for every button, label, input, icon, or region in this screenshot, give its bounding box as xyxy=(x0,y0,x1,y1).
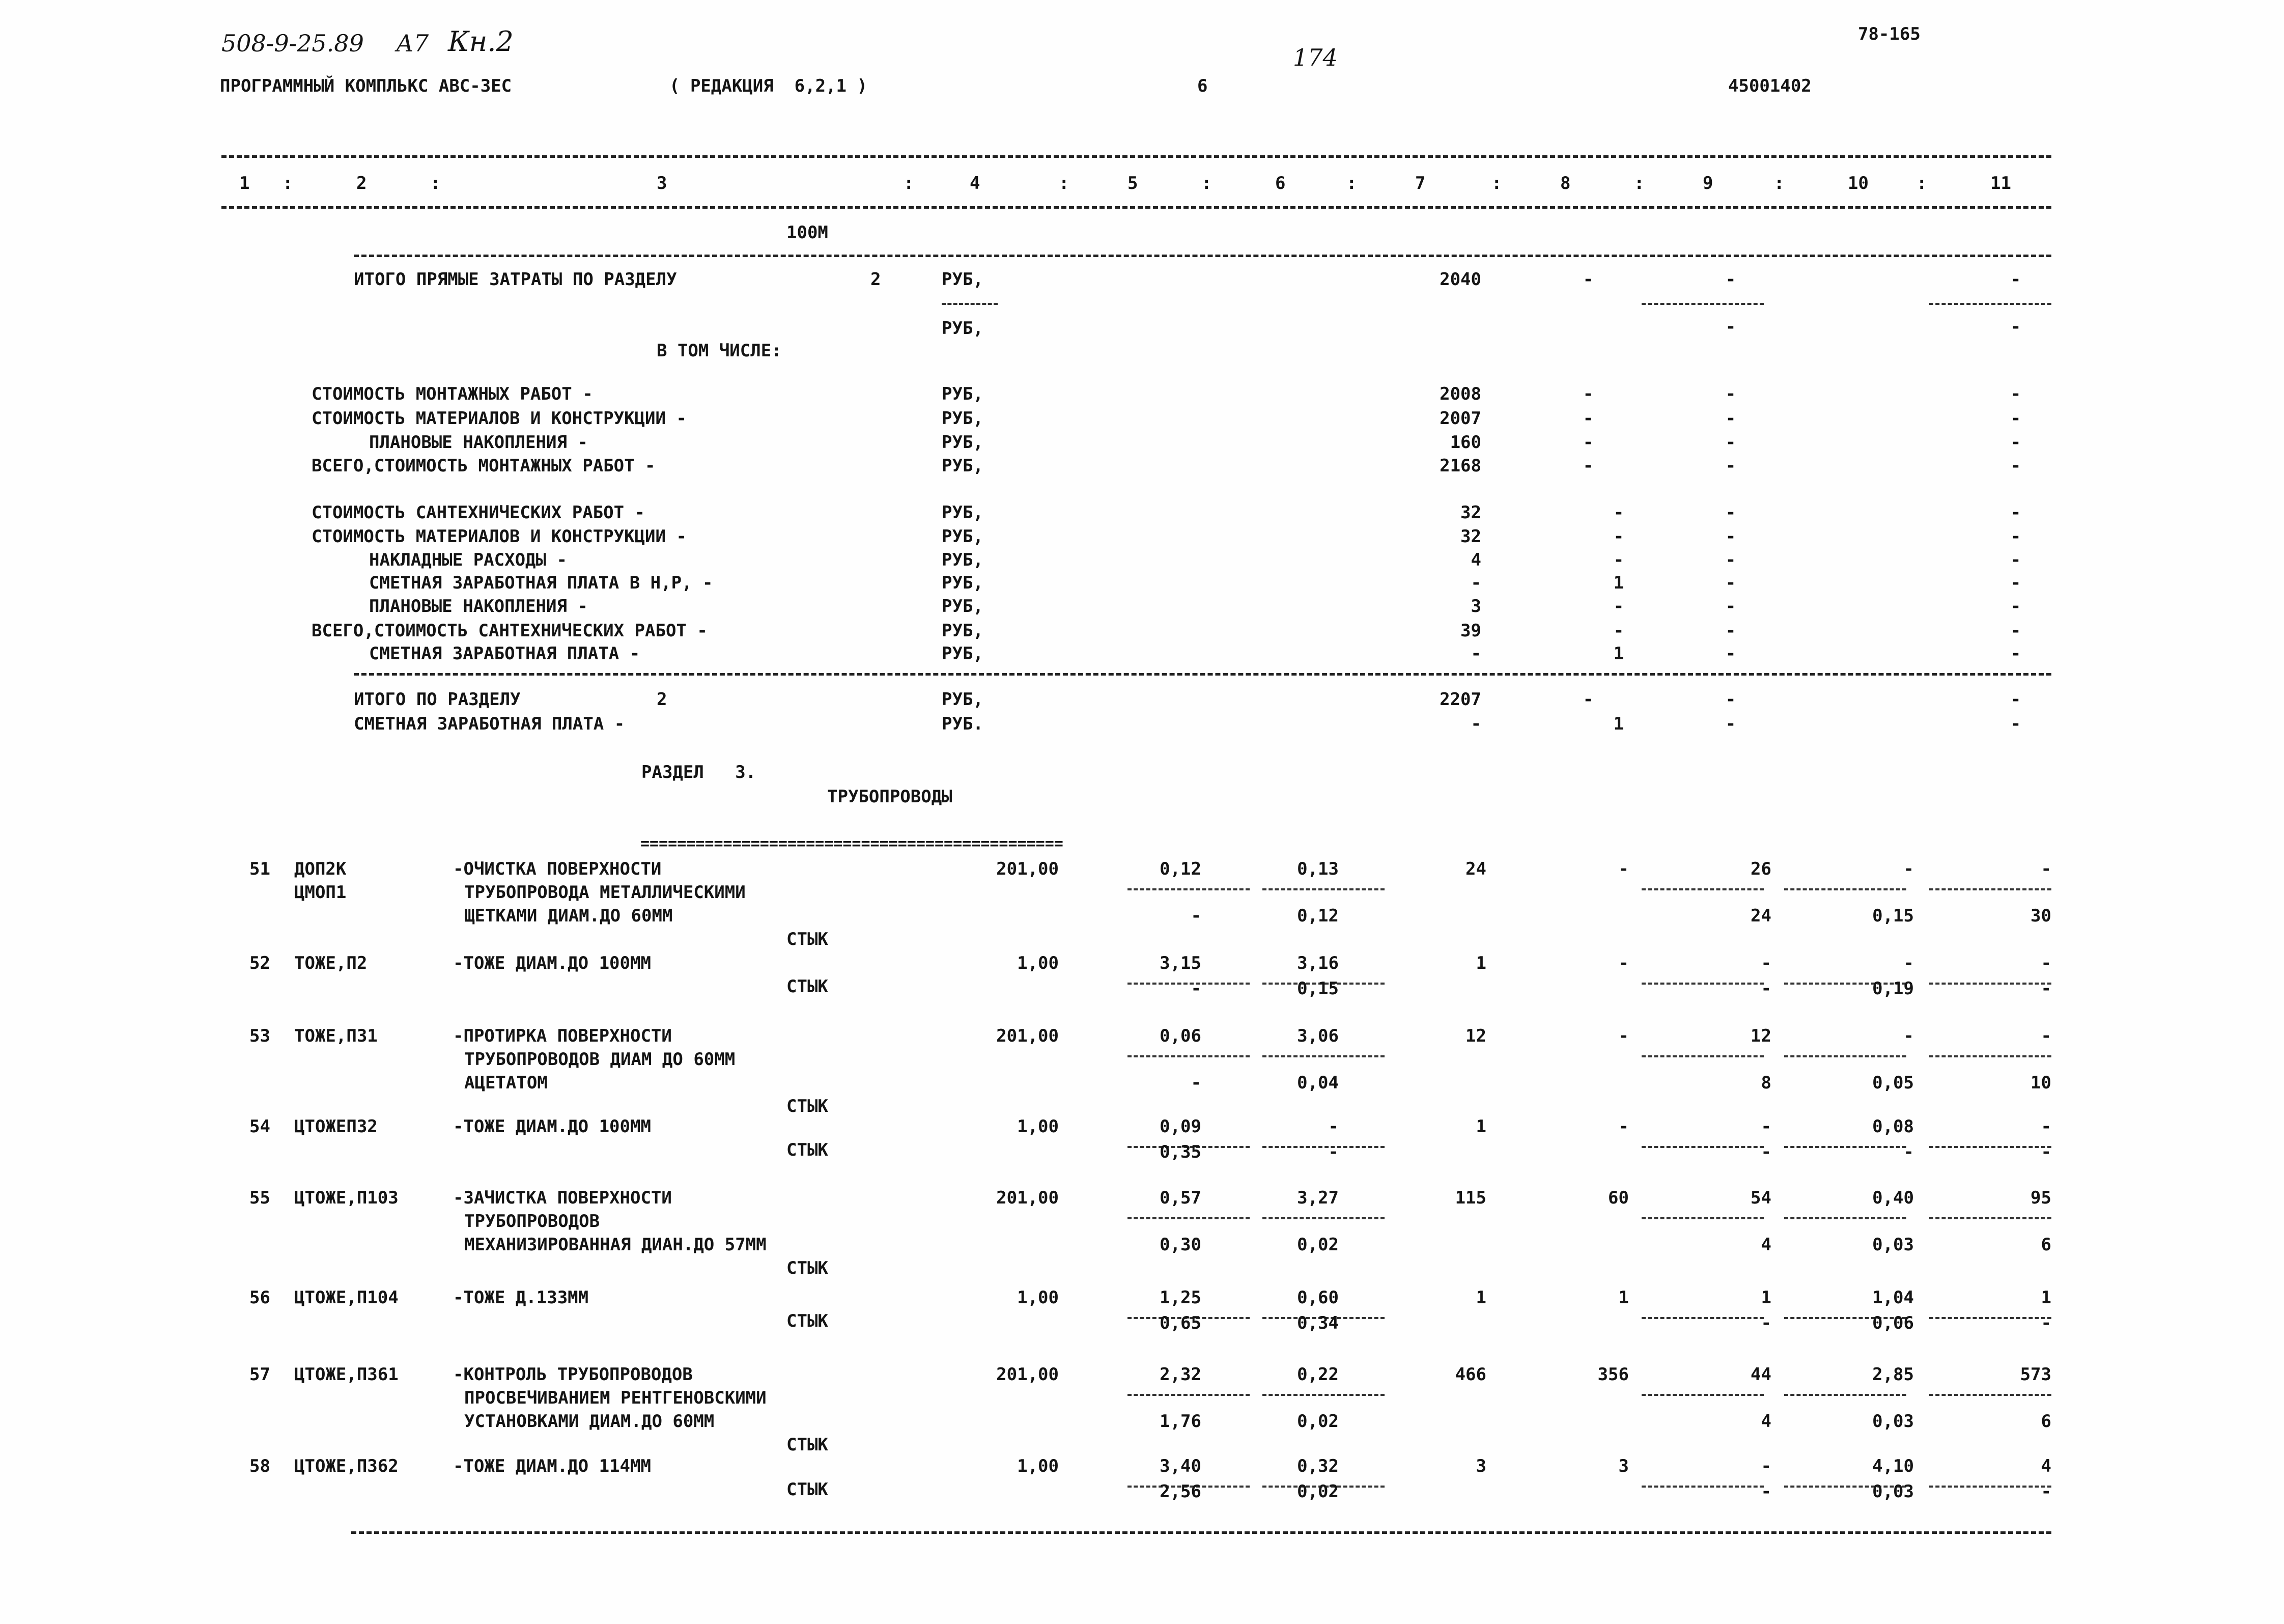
item-number: 57 xyxy=(249,1364,270,1385)
item-b10: 0,15 xyxy=(1872,906,1914,926)
item-b5: 0,30 xyxy=(1160,1235,1201,1255)
column-separator: : xyxy=(1916,173,1927,193)
row-label: СМЕТНАЯ ЗАРАБОТНАЯ ПЛАТА - xyxy=(369,643,640,664)
item-description: -ТОЖЕ ДИАМ.ДО 114ММ xyxy=(453,1456,651,1476)
row-label: СТОИМОСТЬ САНТЕХНИЧЕСКИХ РАБОТ - xyxy=(312,502,645,523)
handwritten-album: А7 xyxy=(396,30,429,57)
item-unit: СТЫК xyxy=(786,1096,828,1116)
item-b9: 24 xyxy=(1751,906,1771,926)
item-b11: 6 xyxy=(2041,1235,2051,1255)
item-description: -ОЧИСТКА ПОВЕРХНОСТИ xyxy=(453,859,662,879)
cell-rule xyxy=(1127,1394,1250,1396)
row-c8: 1 xyxy=(1613,573,1624,593)
item-c10: 4,10 xyxy=(1872,1456,1914,1476)
row-c8: - xyxy=(1613,502,1624,523)
row-c8: - xyxy=(1583,384,1594,404)
row-c9: - xyxy=(1725,456,1736,476)
item-b5: 1,76 xyxy=(1160,1411,1201,1432)
item-b10: - xyxy=(1903,1142,1914,1162)
item-number: 51 xyxy=(249,859,270,879)
c11-rule xyxy=(1929,303,2051,305)
total-c9: - xyxy=(1725,689,1736,710)
column-header-10: 10 xyxy=(1848,173,1869,193)
item-b9: - xyxy=(1761,1481,1771,1502)
item-c7: 12 xyxy=(1465,1026,1486,1046)
cell-rule xyxy=(1262,1055,1385,1057)
item-b11: - xyxy=(2041,1313,2051,1333)
item-code: ЦТОЖЕ,П103 xyxy=(294,1188,399,1208)
item-code: ДОП2К xyxy=(294,859,347,879)
cell-rule xyxy=(1262,888,1385,890)
item-c5: 0,57 xyxy=(1160,1188,1201,1208)
item-c4: 201,00 xyxy=(996,1026,1059,1046)
column-header-11: 11 xyxy=(1990,173,2011,193)
item-c9: - xyxy=(1761,1456,1771,1476)
row-unit: РУБ, xyxy=(942,643,983,664)
item-b5: 0,35 xyxy=(1160,1142,1201,1162)
cell-rule xyxy=(1929,1055,2051,1057)
item-code: ТОЖЕ,П2 xyxy=(294,953,368,973)
summary-section: 2 xyxy=(870,269,881,290)
item-c4: 1,00 xyxy=(1017,1287,1059,1308)
cell-rule xyxy=(1642,1055,1764,1057)
item-c11: - xyxy=(2041,859,2051,879)
item-c10: 1,04 xyxy=(1872,1287,1914,1308)
column-header-5: 5 xyxy=(1127,173,1138,193)
item-b10: 0,06 xyxy=(1872,1313,1914,1333)
item-c6: 0,60 xyxy=(1297,1287,1339,1308)
row-c9: - xyxy=(1725,526,1736,547)
column-header-9: 9 xyxy=(1703,173,1713,193)
table-bottom-rule xyxy=(351,1531,2051,1534)
item-c10: - xyxy=(1903,1026,1914,1046)
item-c4: 1,00 xyxy=(1017,953,1059,973)
row-c11: - xyxy=(2010,432,2021,453)
row-c7: 2007 xyxy=(1440,408,1481,429)
item-b9: - xyxy=(1761,1313,1771,1333)
column-header-8: 8 xyxy=(1560,173,1571,193)
row-unit: РУБ, xyxy=(942,573,983,593)
row-c11: - xyxy=(2010,550,2021,570)
item-b11: - xyxy=(2041,978,2051,999)
cell-rule xyxy=(1127,1217,1250,1219)
item-c6: 3,16 xyxy=(1297,953,1339,973)
item-b9: - xyxy=(1761,978,1771,999)
item-c11: - xyxy=(2041,953,2051,973)
summary-c7: 2040 xyxy=(1440,269,1481,290)
row-c7: 2168 xyxy=(1440,456,1481,476)
item-c5: 3,40 xyxy=(1160,1456,1201,1476)
item-description: -ТОЖЕ ДИАМ.ДО 100ММ xyxy=(453,1116,651,1137)
item-c10: 2,85 xyxy=(1872,1364,1914,1385)
item-c4: 1,00 xyxy=(1017,1456,1059,1476)
item-description: -ПРОТИРКА ПОВЕРХНОСТИ xyxy=(453,1026,672,1046)
row-unit: РУБ, xyxy=(942,456,983,476)
item-c7: 115 xyxy=(1455,1188,1486,1208)
row-c7: 39 xyxy=(1460,621,1481,641)
item-c7: 3 xyxy=(1476,1456,1486,1476)
column-separator: : xyxy=(283,173,293,193)
cell-rule xyxy=(1929,888,2051,890)
item-c7: 466 xyxy=(1455,1364,1486,1385)
double-rule: ============================================== xyxy=(640,836,1063,852)
item-description: -ЗАЧИСТКА ПОВЕРХНОСТИ xyxy=(453,1188,672,1208)
summary-unit: РУБ, xyxy=(942,269,983,290)
item-b9: 8 xyxy=(1761,1073,1771,1093)
item-c5: 3,15 xyxy=(1160,953,1201,973)
column-separator: : xyxy=(1634,173,1645,193)
sheet-number: 6 xyxy=(1197,76,1208,96)
item-c9: 26 xyxy=(1751,859,1771,879)
item-c8: 60 xyxy=(1608,1188,1629,1208)
item-number: 58 xyxy=(249,1456,270,1476)
item-number: 52 xyxy=(249,953,270,973)
row-c11: - xyxy=(2010,502,2021,523)
row-c8: - xyxy=(1613,596,1624,617)
cell-rule xyxy=(1262,1394,1385,1396)
row-label: НАКЛАДНЫЕ РАСХОДЫ - xyxy=(369,550,567,570)
item-c9: 12 xyxy=(1751,1026,1771,1046)
item-b6: 0,12 xyxy=(1297,906,1339,926)
summary-top-rule xyxy=(354,255,2051,257)
cell-rule xyxy=(1642,888,1764,890)
item-description: ТРУБОПРОВОДА МЕТАЛЛИЧЕСКИМИ xyxy=(464,882,746,903)
item-c7: 1 xyxy=(1476,1287,1486,1308)
row-c7: - xyxy=(1471,643,1481,664)
item-c5: 0,12 xyxy=(1160,859,1201,879)
row-c11: - xyxy=(2010,573,2021,593)
row-c8: - xyxy=(1613,526,1624,547)
total-unit: РУБ, xyxy=(942,689,983,710)
top-right-code: 78-165 xyxy=(1858,24,1921,44)
row-c11: - xyxy=(2010,456,2021,476)
item-b5: - xyxy=(1191,1073,1201,1093)
wage-c8: 1 xyxy=(1613,714,1624,734)
item-c5: 2,32 xyxy=(1160,1364,1201,1385)
item-description: ТРУБОПРОВОДОВ ДИАМ ДО 60ММ xyxy=(464,1049,736,1070)
row-label: ВСЕГО,СТОИМОСТЬ САНТЕХНИЧЕСКИХ РАБОТ - xyxy=(312,621,708,641)
total-label: ИТОГО ПО РАЗДЕЛУ xyxy=(354,689,521,710)
item-code: ТОЖЕ,П31 xyxy=(294,1026,378,1046)
row-c7: 3 xyxy=(1471,596,1481,617)
item-b11: 30 xyxy=(2031,906,2051,926)
cell-rule xyxy=(1929,1217,2051,1219)
item-b11: 6 xyxy=(2041,1411,2051,1432)
row-label: ПЛАНОВЫЕ НАКОПЛЕНИЯ - xyxy=(369,596,588,617)
row-c7: 32 xyxy=(1460,502,1481,523)
item-c9: 1 xyxy=(1761,1287,1771,1308)
handwritten-code: 508-9-25.89 xyxy=(221,30,364,57)
item-c4: 1,00 xyxy=(1017,1116,1059,1137)
program-title: ПРОГРАММНЫЙ КОМПЛЬКС АВС-ЗЕС xyxy=(220,76,512,96)
item-b10: 0,03 xyxy=(1872,1411,1914,1432)
item-description: -ТОЖЕ Д.133ММ xyxy=(453,1287,589,1308)
wage-label: СМЕТНАЯ ЗАРАБОТНАЯ ПЛАТА - xyxy=(354,714,625,734)
item-c10: 0,08 xyxy=(1872,1116,1914,1137)
unit-rule xyxy=(942,303,998,305)
c9-rule xyxy=(1642,303,1764,305)
row-label: СТОИМОСТЬ МОНТАЖНЫХ РАБОТ - xyxy=(312,384,593,404)
row-c7: 160 xyxy=(1450,432,1481,453)
column-separator: : xyxy=(1346,173,1357,193)
item-b6: 0,15 xyxy=(1297,978,1339,999)
item-code: ЦТОЖЕ,П361 xyxy=(294,1364,399,1385)
item-description: МЕХАНИЗИРОВАННАЯ ДИАН.ДО 57ММ xyxy=(464,1235,767,1255)
item-c10: 0,40 xyxy=(1872,1188,1914,1208)
row-c8: - xyxy=(1583,456,1594,476)
row-c7: 32 xyxy=(1460,526,1481,547)
edition-label: ( РЕДАКЦИЯ 6,2,1 ) xyxy=(669,76,867,96)
item-c5: 1,25 xyxy=(1160,1287,1201,1308)
row-label: ПЛАНОВЫЕ НАКОПЛЕНИЯ - xyxy=(369,432,588,453)
item-description: УСТАНОВКАМИ ДИАМ.ДО 60ММ xyxy=(464,1411,715,1432)
item-code: ЦТОЖЕ,П104 xyxy=(294,1287,399,1308)
item-b5: - xyxy=(1191,906,1201,926)
item-b11: 10 xyxy=(2031,1073,2051,1093)
item-c5: 0,06 xyxy=(1160,1026,1201,1046)
table-top-rule xyxy=(221,155,2051,158)
item-c9: - xyxy=(1761,953,1771,973)
item-unit: СТЫК xyxy=(786,976,828,997)
column-header-2: 2 xyxy=(356,173,367,193)
row-c11: - xyxy=(2010,643,2021,664)
handwritten-book: Кн.2 xyxy=(448,25,514,58)
row-unit: РУБ, xyxy=(942,596,983,617)
item-c8: 356 xyxy=(1597,1364,1629,1385)
item-description: ПРОСВЕЧИВАНИЕМ РЕНТГЕНОВСКИМИ xyxy=(464,1388,767,1408)
item-b5: - xyxy=(1191,978,1201,999)
wage-c11: - xyxy=(2010,714,2021,734)
item-c4: 201,00 xyxy=(996,1188,1059,1208)
item-c8: - xyxy=(1618,859,1629,879)
item-c11: 95 xyxy=(2031,1188,2051,1208)
item-c11: - xyxy=(2041,1116,2051,1137)
row-c8: - xyxy=(1583,432,1594,453)
row-c8: - xyxy=(1583,408,1594,429)
item-c6: 3,06 xyxy=(1297,1026,1339,1046)
handwritten-page-number: 174 xyxy=(1293,44,1338,71)
item-description: ЩЕТКАМИ ДИАМ.ДО 60ММ xyxy=(464,906,673,926)
column-header-1: 1 xyxy=(239,173,250,193)
row-unit: РУБ, xyxy=(942,526,983,547)
item-c8: - xyxy=(1618,1026,1629,1046)
cell-rule xyxy=(1929,1394,2051,1396)
row-label: СМЕТНАЯ ЗАРАБОТНАЯ ПЛАТА В Н,Р, - xyxy=(369,573,713,593)
column-separator: : xyxy=(430,173,441,193)
item-c9: 44 xyxy=(1751,1364,1771,1385)
item-c6: - xyxy=(1328,1116,1339,1137)
row-c9: - xyxy=(1725,550,1736,570)
wage-c9: - xyxy=(1725,714,1736,734)
row-unit: РУБ, xyxy=(942,408,983,429)
item-b5: 0,65 xyxy=(1160,1313,1201,1333)
item-b10: 0,19 xyxy=(1872,978,1914,999)
column-separator: : xyxy=(1201,173,1212,193)
item-c11: 4 xyxy=(2041,1456,2051,1476)
item-b6: 0,02 xyxy=(1297,1235,1339,1255)
total-c7: 2207 xyxy=(1440,689,1481,710)
item-c5: 0,09 xyxy=(1160,1116,1201,1137)
cell-rule xyxy=(1784,1394,1906,1396)
second-c11: - xyxy=(2010,317,2021,337)
wage-c7: - xyxy=(1471,714,1481,734)
item-b6: - xyxy=(1328,1142,1339,1162)
item-c8: - xyxy=(1618,953,1629,973)
item-description: АЦЕТАТОМ xyxy=(464,1073,548,1093)
item-b9: 4 xyxy=(1761,1411,1771,1432)
row-c9: - xyxy=(1725,502,1736,523)
item-description: ТРУБОПРОВОДОВ xyxy=(464,1211,600,1231)
row-label: ВСЕГО,СТОИМОСТЬ МОНТАЖНЫХ РАБОТ - xyxy=(312,456,656,476)
item-code: ЦТОЖЕП32 xyxy=(294,1116,378,1137)
item-c8: 1 xyxy=(1618,1287,1629,1308)
summary-label: ИТОГО ПРЯМЫЕ ЗАТРАТЫ ПО РАЗДЕЛУ xyxy=(354,269,677,290)
item-b6: 0,34 xyxy=(1297,1313,1339,1333)
column-separator: : xyxy=(1059,173,1069,193)
row-c7: 2008 xyxy=(1440,384,1481,404)
section-title: РАЗДЕЛ 3. xyxy=(641,762,756,782)
row-unit: РУБ, xyxy=(942,384,983,404)
item-b9: 4 xyxy=(1761,1235,1771,1255)
item-unit: СТЫК xyxy=(786,1311,828,1331)
item-c6: 3,27 xyxy=(1297,1188,1339,1208)
row-c8: - xyxy=(1613,621,1624,641)
row-c7: 4 xyxy=(1471,550,1481,570)
row-unit: РУБ, xyxy=(942,550,983,570)
column-header-7: 7 xyxy=(1415,173,1426,193)
row-c9: - xyxy=(1725,596,1736,617)
item-c7: 1 xyxy=(1476,1116,1486,1137)
item-number: 53 xyxy=(249,1026,270,1046)
item-unit: СТЫК xyxy=(786,1435,828,1455)
row-unit: РУБ, xyxy=(942,502,983,523)
row-c9: - xyxy=(1725,573,1736,593)
item-c8: - xyxy=(1618,1116,1629,1137)
section-total-rule xyxy=(354,673,2051,676)
item-c11: - xyxy=(2041,1026,2051,1046)
item-description: -ТОЖЕ ДИАМ.ДО 100ММ xyxy=(453,953,651,973)
item-unit: СТЫК xyxy=(786,1140,828,1160)
second-unit: РУБ, xyxy=(942,318,983,339)
column-header-rule xyxy=(221,206,2051,209)
item-b6: 0,02 xyxy=(1297,1411,1339,1432)
column-header-4: 4 xyxy=(970,173,980,193)
item-c4: 201,00 xyxy=(996,1364,1059,1385)
item-c9: 54 xyxy=(1751,1188,1771,1208)
column-separator: : xyxy=(904,173,914,193)
cell-rule xyxy=(1127,1055,1250,1057)
item-code: ЦТОЖЕ,П362 xyxy=(294,1456,399,1476)
row-unit: РУБ, xyxy=(942,432,983,453)
item-b9: - xyxy=(1761,1142,1771,1162)
row-c9: - xyxy=(1725,621,1736,641)
row-c9: - xyxy=(1725,384,1736,404)
column-header-3: 3 xyxy=(657,173,667,193)
including-label: В ТОМ ЧИСЛЕ: xyxy=(657,341,782,361)
item-c6: 0,22 xyxy=(1297,1364,1339,1385)
total-c11: - xyxy=(2010,689,2021,710)
row-label: СТОИМОСТЬ МАТЕРИАЛОВ И КОНСТРУКЦИИ - xyxy=(312,526,687,547)
item-description: -КОНТРОЛЬ ТРУБОПРОВОДОВ xyxy=(453,1364,693,1385)
row-c11: - xyxy=(2010,384,2021,404)
item-number: 54 xyxy=(249,1116,270,1137)
row-unit: РУБ, xyxy=(942,621,983,641)
item-b11: - xyxy=(2041,1142,2051,1162)
document-number: 45001402 xyxy=(1728,76,1812,96)
carry-unit: 100М xyxy=(786,222,828,243)
item-b6: 0,04 xyxy=(1297,1073,1339,1093)
item-b6: 0,02 xyxy=(1297,1481,1339,1502)
section-subtitle: ТРУБОПРОВОДЫ xyxy=(827,787,952,807)
summary-c9: - xyxy=(1725,269,1736,290)
cell-rule xyxy=(1642,1394,1764,1396)
item-unit: СТЫК xyxy=(786,1479,828,1500)
cell-rule xyxy=(1784,888,1906,890)
item-b10: 0,03 xyxy=(1872,1235,1914,1255)
item-b11: - xyxy=(2041,1481,2051,1502)
wage-unit: РУБ. xyxy=(942,714,983,734)
item-c8: 3 xyxy=(1618,1456,1629,1476)
item-b10: 0,03 xyxy=(1872,1481,1914,1502)
item-c10: - xyxy=(1903,859,1914,879)
row-c11: - xyxy=(2010,408,2021,429)
row-c11: - xyxy=(2010,526,2021,547)
item-c6: 0,32 xyxy=(1297,1456,1339,1476)
cell-rule xyxy=(1784,1055,1906,1057)
row-label: СТОИМОСТЬ МАТЕРИАЛОВ И КОНСТРУКЦИИ - xyxy=(312,408,687,429)
item-number: 56 xyxy=(249,1287,270,1308)
item-c10: - xyxy=(1903,953,1914,973)
item-c6: 0,13 xyxy=(1297,859,1339,879)
row-c11: - xyxy=(2010,621,2021,641)
item-unit: СТЫК xyxy=(786,929,828,949)
row-c9: - xyxy=(1725,643,1736,664)
row-c8: 1 xyxy=(1613,643,1624,664)
item-c11: 573 xyxy=(2020,1364,2051,1385)
item-unit: СТЫК xyxy=(786,1258,828,1278)
column-separator: : xyxy=(1491,173,1502,193)
item-code: ЦМОП1 xyxy=(294,882,347,903)
cell-rule xyxy=(1642,1217,1764,1219)
cell-rule xyxy=(1127,888,1250,890)
total-c8: - xyxy=(1583,689,1594,710)
row-c11: - xyxy=(2010,596,2021,617)
cell-rule xyxy=(1262,1217,1385,1219)
second-c9: - xyxy=(1725,317,1736,337)
item-number: 55 xyxy=(249,1188,270,1208)
row-c9: - xyxy=(1725,408,1736,429)
item-b5: 2,56 xyxy=(1160,1481,1201,1502)
item-b10: 0,05 xyxy=(1872,1073,1914,1093)
item-c4: 201,00 xyxy=(996,859,1059,879)
row-c7: - xyxy=(1471,573,1481,593)
item-c9: - xyxy=(1761,1116,1771,1137)
cell-rule xyxy=(1784,1217,1906,1219)
row-c9: - xyxy=(1725,432,1736,453)
summary-c11: - xyxy=(2010,269,2021,290)
total-section: 2 xyxy=(657,689,667,710)
column-separator: : xyxy=(1774,173,1785,193)
column-header-6: 6 xyxy=(1275,173,1286,193)
row-c8: - xyxy=(1613,550,1624,570)
item-c7: 24 xyxy=(1465,859,1486,879)
item-c7: 1 xyxy=(1476,953,1486,973)
item-c11: 1 xyxy=(2041,1287,2051,1308)
summary-c8: - xyxy=(1583,269,1594,290)
